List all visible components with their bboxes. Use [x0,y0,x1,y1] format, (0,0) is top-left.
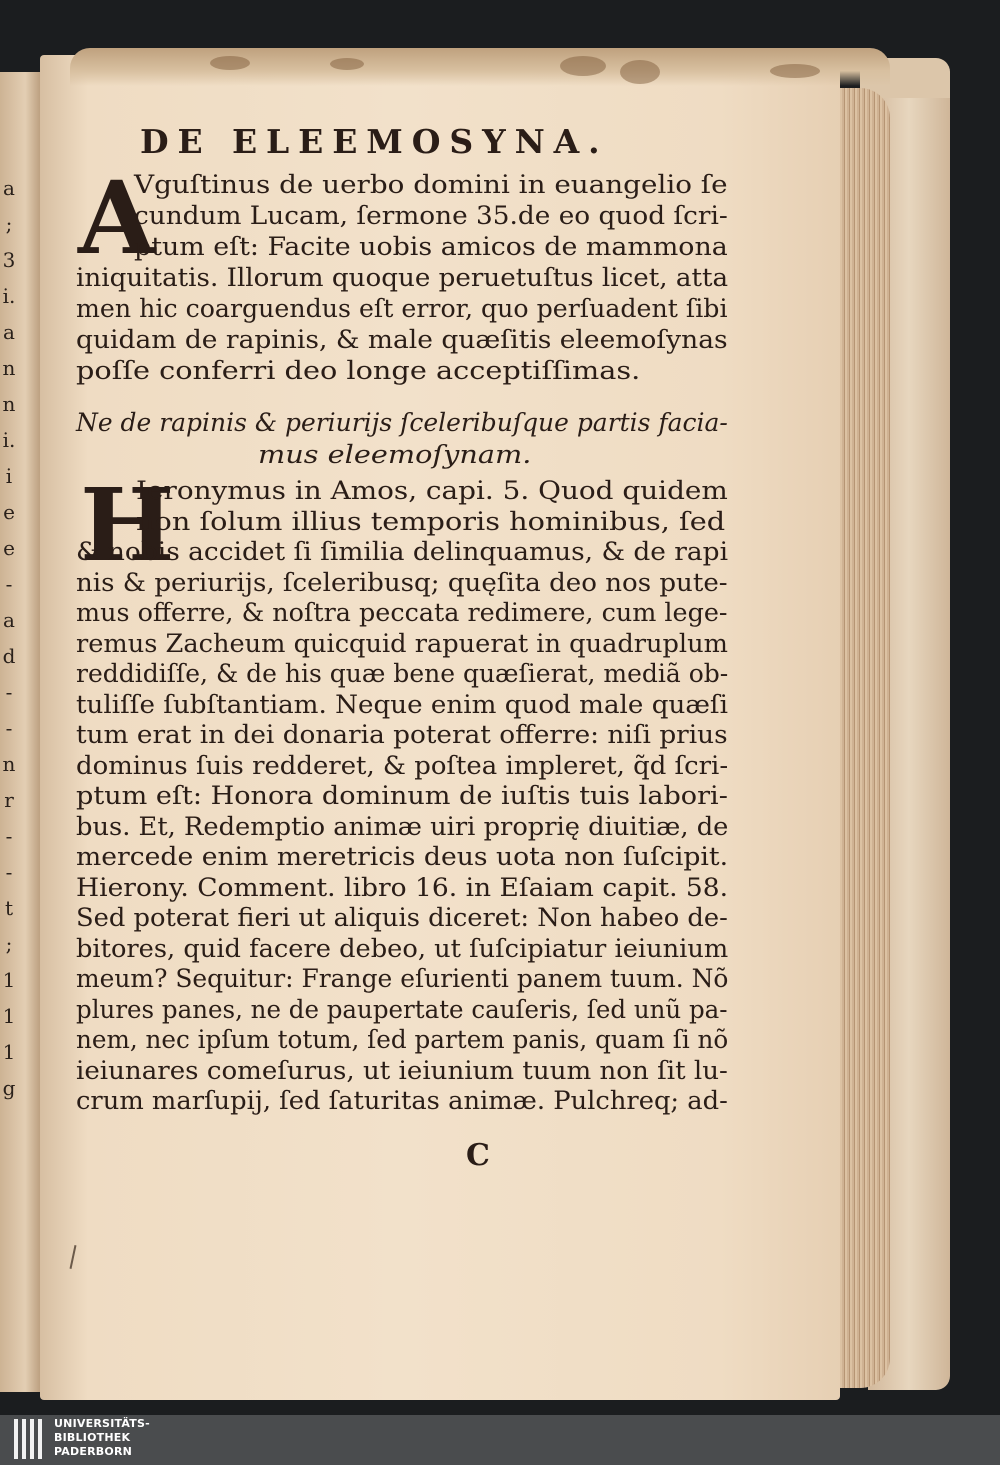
left-margin-letter: 3 [2,248,16,272]
text-line: ptum eſt: Facite uobis amicos de mammona [134,232,728,261]
stain-spot [210,56,250,70]
library-logo-text [54,1417,150,1459]
text-line: poſſe conferri deo longe acceptiſſimas. [76,356,641,385]
text-line: reddidiſſe, & de his quæ bene quæſierat, mediã ob- [76,659,729,688]
text-line: Ieronymus in Amos, capi. 5. Quod quidem [136,476,728,505]
left-margin-letter: i. [2,428,16,452]
stain-spot [770,64,820,78]
left-margin-letter: n [2,392,16,416]
left-margin-letter: g [2,1076,16,1100]
left-margin-letter: ; [5,932,13,956]
left-margin-letter: ; [5,212,13,236]
text-line: bus. Et, Redemptio animæ uiri proprię diuitiæ, de [76,811,729,841]
left-margin-letter: n [2,752,16,776]
left-margin-letter: - [5,860,13,884]
text-line: tum erat in dei donaria poterat offerre: niſi prius [76,720,728,749]
text-line: ptum eſt: Honora dominum de iuſtis tuis labori- [76,781,728,810]
text-line: nis & periurijs, ſceleribusq; quęſita deo nos pute- [76,567,728,597]
text-line: ieiunares comeſurus, ut ieiunium tuum non ſit lu- [76,1055,728,1085]
drop-initial-a: A [78,159,156,277]
left-margin-letter: - [5,716,13,740]
text-line: remus Zacheum quicquid rapuerat in quadruplum [76,628,728,658]
left-margin-letter: a [3,608,15,632]
text-line: nem, nec ipſum totum, ſed partem panis, quam ſi nõ [76,1025,729,1054]
page-heading: DE ELEEMOSYNA. [140,122,609,161]
text-line: plures panes, ne de paupertate cauſeris, ſed unũ pa- [76,994,728,1024]
left-margin-letter: i [5,464,13,488]
left-margin-letter: n [2,356,16,380]
left-margin-letter: 1 [2,1040,16,1064]
left-margin-letter: a [3,320,15,344]
logo-line: UNIVERSITÄTS- [54,1417,150,1430]
left-margin-letter: r [4,788,14,812]
subheading-line: Ne de rapinis & periurijs ſceleribuſque partis facia- [76,408,728,437]
logo-line: BIBLIOTHEK [54,1431,131,1444]
library-logo-icon [14,1419,46,1459]
left-margin-letter: - [5,824,13,848]
text-line: bitores, quid facere debeo, ut ſuſcipiatur ieiunium [76,933,729,963]
text-line: Vguſtinus de uerbo domini in euangelio ſe [134,170,728,199]
left-margin-letter: e [3,536,15,560]
text-line: & nobis accidet ſi ſimilia delinquamus, & de rapi [76,537,729,566]
left-margin-letter: d [2,644,16,668]
left-margin-letter: 1 [2,1004,16,1028]
text-line: meum? Sequitur: Frange eſurienti panem tuum. Nõ [76,964,729,993]
stain-spot [330,58,364,70]
left-margin-letter: a [3,176,15,200]
stain-spot [560,56,606,76]
text-line: cundum Lucam, ſermone 35.de eo quod ſcri- [134,201,728,230]
text-line: crum marſupij, ſed ſaturitas animæ. Pulchreq; ad- [76,1086,728,1115]
left-margin-letter: i. [2,284,16,308]
logo-line: PADERBORN [54,1445,133,1458]
text-line: non ſolum illius temporis hominibus, ſed [136,506,726,536]
signature-mark: C [466,1138,490,1173]
drop-initial-h: H [80,466,175,584]
left-margin-letter: - [5,680,13,704]
left-margin-letter: e [3,500,15,524]
text-line: dominus ſuis redderet, & poſtea impleret, q̃d ſcri- [76,750,729,780]
left-margin-letter: - [5,572,13,596]
stain-spot [620,60,660,84]
text-line: men hic coarguendus eſt error, quo perſuadent ſibi [76,294,728,323]
left-margin-letter: t [4,896,14,920]
text-line: mus offerre, & noſtra peccata redimere, cum lege- [76,598,728,627]
text-line: quidam de rapinis, & male quæſitis eleemoſynas [76,325,728,354]
subheading-line: mus eleemoſynam. [258,440,532,469]
text-line: mercede enim meretricis deus uota non ſuſcipit. [76,842,729,871]
library-footer [0,1415,1000,1465]
text-line: Hierony. Comment. libro 16. in Eſaiam capit. 58. [76,872,729,902]
left-margin-letter: 1 [2,968,16,992]
text-line: tuliſſe ſubſtantiam. Neque enim quod male quæſi [76,689,728,719]
left-page-edge [0,72,42,1392]
text-line: iniquitatis. Illorum quoque peruetuſtus licet, atta [76,263,729,292]
text-line: Sed poterat fieri ut aliquis diceret: Non habeo de- [76,903,728,932]
page-top-wear [70,48,890,86]
